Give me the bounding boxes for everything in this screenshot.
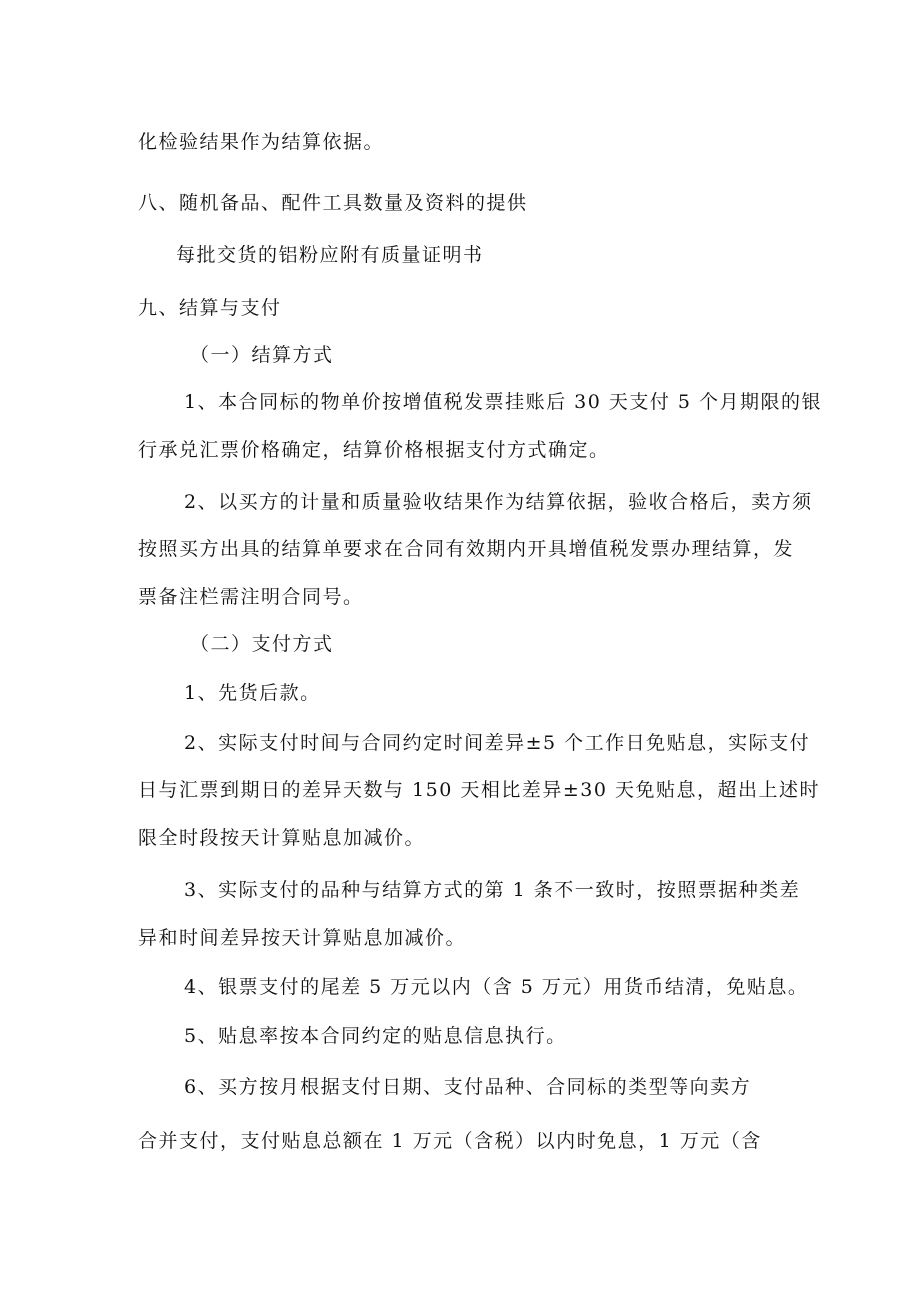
paragraph-line: 按照买方出具的结算单要求在合同有效期内开具增值税发票办理结算，发 [138, 538, 795, 560]
paragraph-line: 限全时段按天计算贴息加减价。 [138, 827, 426, 849]
paragraph-line: 票备注栏需注明合同号。 [138, 586, 364, 608]
paragraph-line: 3、实际支付的品种与结算方式的第 1 条不一致时，按照票据种类差 [184, 879, 801, 901]
paragraph-line: 2、以买方的计量和质量验收结果作为结算依据，验收合格后，卖方须 [184, 491, 813, 513]
section-heading-8: 八、随机备品、配件工具数量及资料的提供 [138, 192, 528, 214]
paragraph-line: 异和时间差异按天计算贴息加减价。 [138, 927, 467, 949]
paragraph-line: 每批交货的铝粉应附有质量证明书 [176, 244, 484, 266]
paragraph-line: 行承兑汇票价格确定，结算价格根据支付方式确定。 [138, 439, 610, 461]
paragraph-line: 6、买方按月根据支付日期、支付品种、合同标的类型等向卖方 [184, 1076, 752, 1098]
section-heading-9: 九、结算与支付 [138, 297, 282, 319]
paragraph-line: 日与汇票到期日的差异天数与 150 天相比差异±30 天免贴息，超出上述时 [138, 779, 820, 801]
paragraph-line: 2、实际支付时间与合同约定时间差异±5 个工作日免贴息，实际支付 [184, 732, 811, 754]
paragraph-line: 化检验结果作为结算依据。 [138, 131, 385, 153]
subsection-heading-settlement: （一）结算方式 [190, 344, 334, 366]
subsection-heading-payment: （二）支付方式 [190, 633, 334, 655]
paragraph-line: 4、银票支付的尾差 5 万元以内（含 5 万元）用货币结清，免贴息。 [184, 976, 809, 998]
paragraph-line: 1、本合同标的物单价按增值税发票挂账后 30 天支付 5 个月期限的银 [184, 391, 823, 413]
paragraph-line: 合并支付，支付贴息总额在 1 万元（含税）以内时免息，1 万元（含 [138, 1130, 762, 1152]
paragraph-line: 1、先货后款。 [184, 682, 321, 704]
paragraph-line: 5、贴息率按本合同约定的贴息信息执行。 [184, 1025, 567, 1047]
